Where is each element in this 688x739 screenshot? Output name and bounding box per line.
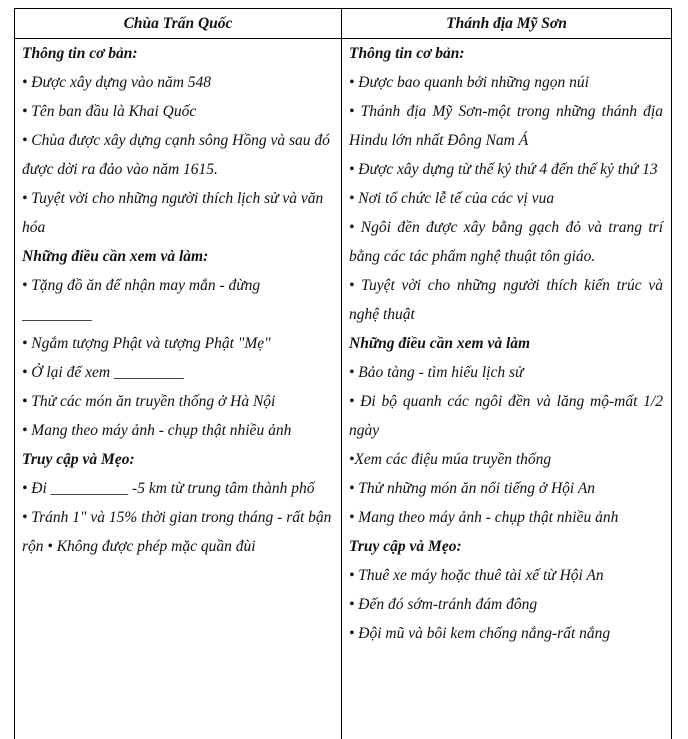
list-item: • Thánh địa Mỹ Sơn-một trong những thánh địa Hindu lớn nhất Đông Nam Á <box>349 97 663 155</box>
list-item: • Được xây dựng từ thế kỷ thứ 4 đến thế kỷ thứ 13 <box>349 155 663 184</box>
list-item: • Ngôi đền được xây bằng gạch đỏ và trang trí bằng các tác phẩm nghệ thuật tôn giáo. <box>349 213 663 271</box>
list-item: • Tuyệt vời cho những người thích kiến trúc và nghệ thuật <box>349 271 663 329</box>
header-tran-quoc: Chùa Trấn Quốc <box>15 9 342 39</box>
header-row <box>15 9 672 39</box>
list-item: • Tặng đồ ăn để nhận may mắn - đừng <box>22 271 333 300</box>
header-my-son: Thánh địa Mỹ Sơn <box>342 9 672 39</box>
list-item: • Nơi tổ chức lễ tế của các vị vua <box>349 184 663 213</box>
list-item: • Được bao quanh bởi những ngọn núi <box>349 68 663 97</box>
list-item: • Thuê xe máy hoặc thuê tài xế từ Hội An <box>349 561 663 590</box>
comparison-table <box>14 8 672 739</box>
list-item: • Thử những món ăn nổi tiếng ở Hội An <box>349 474 663 503</box>
tran-quoc-cell <box>15 39 342 739</box>
list-item: • Ngắm tượng Phật và tượng Phật "Mẹ" <box>22 329 333 358</box>
list-item: • Chùa được xây dựng cạnh sông Hồng và sau đó được dời ra đảo vào năm 1615. <box>22 126 333 184</box>
list-item: • Được xây dựng vào năm 548 <box>22 68 333 97</box>
section-title: Truy cập và Mẹo: <box>22 445 333 474</box>
list-item: • Tuyệt vời cho những người thích lịch sử và văn hóa <box>22 184 333 242</box>
my-son-cell <box>342 39 672 739</box>
list-item: • Ở lại để xem _________ <box>22 358 333 387</box>
list-item: • Tên ban đầu là Khai Quốc <box>22 97 333 126</box>
list-item: • Đi bộ quanh các ngôi đền và lăng mộ-mất 1/2 ngày <box>349 387 663 445</box>
list-item: • Mang theo máy ảnh - chụp thật nhiều ảnh <box>349 503 663 532</box>
section-title: Truy cập và Mẹo: <box>349 532 663 561</box>
list-item: • Bảo tàng - tìm hiểu lịch sử <box>349 358 663 387</box>
content-row <box>15 39 672 739</box>
list-item: • Mang theo máy ảnh - chụp thật nhiều ảnh <box>22 416 333 445</box>
list-item: •Xem các điệu múa truyền thống <box>349 445 663 474</box>
list-item: • Tránh 1" và 15% thời gian trong tháng - rất bận rộn • Không được phép mặc quần đùi <box>22 503 333 561</box>
section-title: Những điều cần xem và làm: <box>22 242 333 271</box>
section-title: Thông tin cơ bản: <box>22 39 333 68</box>
fill-in-blank: _________ <box>22 300 333 329</box>
section-title: Thông tin cơ bản: <box>349 39 663 68</box>
section-title: Những điều cần xem và làm <box>349 329 663 358</box>
list-item: • Thử các món ăn truyền thống ở Hà Nội <box>22 387 333 416</box>
list-item: • Đi __________ -5 km từ trung tâm thành phố <box>22 474 333 503</box>
list-item: • Đội mũ và bôi kem chống nắng-rất nắng <box>349 619 663 648</box>
list-item: • Đến đó sớm-tránh đám đông <box>349 590 663 619</box>
